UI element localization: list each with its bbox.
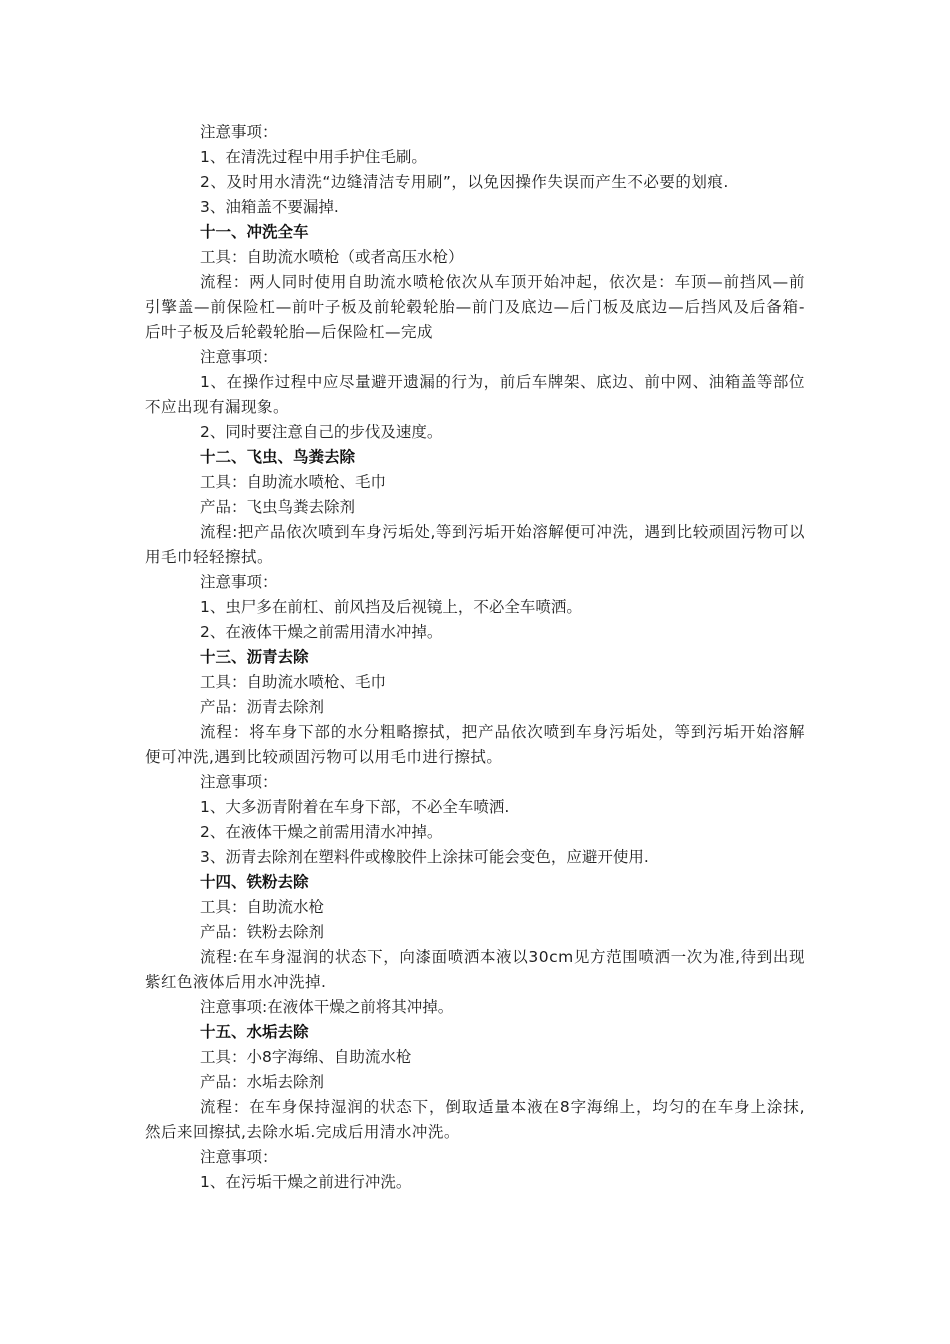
- section-heading-13: 十三、沥青去除: [200, 648, 309, 666]
- notice-label: 注意事项：: [200, 573, 278, 591]
- document-page: [145, 120, 805, 1195]
- process-paragraph: 流程:把产品依次喷到车身污垢处,等到污垢开始溶解便可冲洗，遇到比较顽固污物可以用毛巾轻轻擦拭。: [145, 523, 805, 566]
- notice-item: 3、沥青去除剂在塑料件或橡胶件上涂抹可能会变色，应避开使用.: [200, 848, 649, 866]
- notice-item: 2、在液体干燥之前需用清水冲掉。: [200, 823, 443, 841]
- section-heading-14: 十四、铁粉去除: [200, 873, 309, 891]
- product-line: 产品：铁粉去除剂: [200, 923, 325, 941]
- tools-line: 工具：自助流水喷枪、毛巾: [200, 673, 387, 691]
- tools-line: 工具：小8字海绵、自助流水枪: [200, 1048, 412, 1066]
- section-heading-15: 十五、水垢去除: [200, 1023, 309, 1041]
- notice-item: 2、同时要注意自己的步伐及速度。: [200, 423, 443, 441]
- product-line: 产品：水垢去除剂: [200, 1073, 325, 1091]
- process-paragraph: 流程：将车身下部的水分粗略擦拭，把产品依次喷到车身污垢处，等到污垢开始溶解便可冲洗,遇到比较顽固污物可以用毛巾进行擦拭。: [145, 723, 805, 766]
- section-heading-12: 十二、飞虫、鸟粪去除: [200, 448, 356, 466]
- section-heading-11: 十一、冲洗全车: [200, 223, 309, 241]
- notice-label: 注意事项：: [200, 773, 278, 791]
- notice-item: 2、在液体干燥之前需用清水冲掉。: [200, 623, 443, 641]
- notice-label: 注意事项：: [200, 1148, 278, 1166]
- process-paragraph: 流程：在车身保持湿润的状态下，倒取适量本液在8字海绵上，均匀的在车身上涂抹,然后来回擦拭,去除水垢.完成后用清水冲洗。: [145, 1098, 805, 1141]
- notice-item: 1、在操作过程中应尽量避开遗漏的行为，前后车牌架、底边、前中网、油箱盖等部位不应出现有漏现象。: [145, 373, 805, 416]
- process-paragraph: 流程：两人同时使用自助流水喷枪依次从车顶开始冲起，依次是：车顶—前挡风—前引擎盖—前保险杠—前叶子板及前轮毂轮胎—前门及底边—后门板及底边—后挡风及后备箱-后叶子板及后轮毂轮胎—后保险杠—完成: [145, 273, 805, 341]
- notice-label: 注意事项：: [200, 348, 278, 366]
- tools-line: 工具：自助流水喷枪（或者高压水枪）: [200, 248, 464, 266]
- notice-item: 1、在污垢干燥之前进行冲洗。: [200, 1173, 412, 1191]
- product-line: 产品：飞虫鸟粪去除剂: [200, 498, 356, 516]
- notice-line: 注意事项:在液体干燥之前将其冲掉。: [200, 998, 454, 1016]
- notice-item: 3、油箱盖不要漏掉.: [200, 198, 339, 216]
- notice-item: 1、大多沥青附着在车身下部，不必全车喷洒.: [200, 798, 510, 816]
- process-paragraph: 流程:在车身湿润的状态下，向漆面喷洒本液以30cm见方范围喷洒一次为准,待到出现紫红色液体后用水冲洗掉.: [145, 948, 805, 991]
- tools-line: 工具：自助流水喷枪、毛巾: [200, 473, 387, 491]
- product-line: 产品：沥青去除剂: [200, 698, 325, 716]
- notice-item: 2、及时用水清洗“边缝清洁专用刷”，以免因操作失误而产生不必要的划痕.: [200, 173, 729, 191]
- notice-item: 1、在清洗过程中用手护住毛刷。: [200, 148, 427, 166]
- notice-label: 注意事项：: [200, 123, 278, 141]
- tools-line: 工具：自助流水枪: [200, 898, 325, 916]
- notice-item: 1、虫尸多在前杠、前风挡及后视镜上，不必全车喷洒。: [200, 598, 582, 616]
